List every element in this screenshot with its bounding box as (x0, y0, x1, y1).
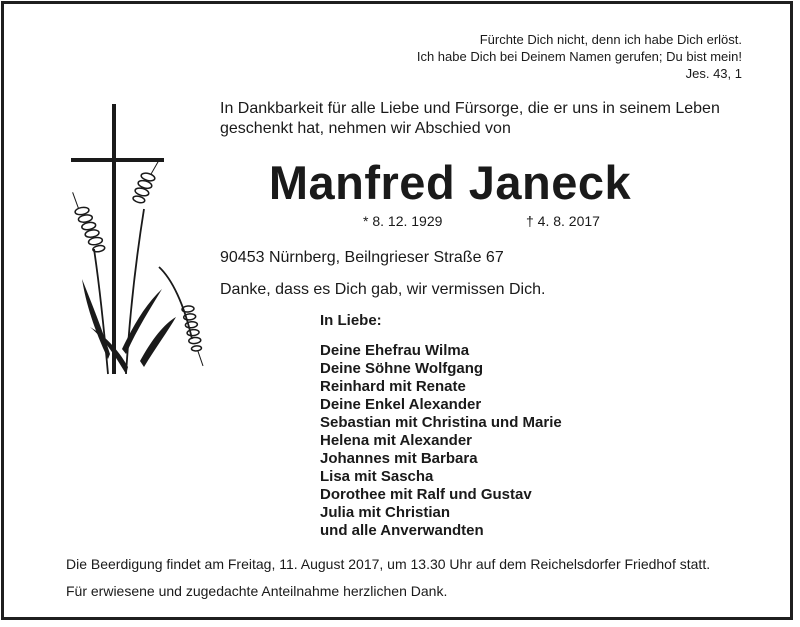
mourner-line: Lisa mit Sascha (320, 468, 434, 485)
quote-line: Fürchte Dich nicht, denn ich habe Dich erlöst. (479, 32, 742, 47)
mourner-line: Sebastian mit Christina und Marie (320, 414, 562, 431)
bible-quote (417, 31, 742, 82)
mourner-line: und alle Anverwandten (320, 522, 484, 539)
mourner-line: Johannes mit Barbara (320, 450, 478, 467)
obituary-card (1, 1, 793, 620)
closing-thanks: Für erwiesene und zugedachte Anteilnahme herzlichen Dank. (66, 583, 448, 599)
deceased-name: Manfred Janeck (268, 156, 632, 209)
mourner-line: Reinhard mit Renate (320, 378, 466, 395)
mourner-line: Deine Söhne Wolfgang (320, 360, 484, 377)
mourner-line: Deine Enkel Alexander (320, 396, 482, 413)
address: 90453 Nürnberg, Beilngrieser Straße 67 (220, 249, 504, 266)
cross-with-wheat-icon (64, 99, 214, 379)
mourner-line: Julia mit Christian (320, 504, 451, 521)
mourner-line: Helena mit Alexander (320, 432, 472, 449)
intro-line: geschenkt hat, nehmen wir Abschied von (220, 120, 511, 137)
mourners-heading: In Liebe: (320, 312, 382, 329)
quote-line: Ich habe Dich bei Deinem Namen gerufen; Du bist mein! (416, 49, 742, 64)
quote-reference: Jes. 43, 1 (685, 66, 742, 81)
death-date: † 4. 8. 2017 (526, 213, 600, 229)
mourners-list (320, 312, 562, 540)
mourner-line: Dorothee mit Ralf und Gustav (320, 486, 532, 503)
intro-text (220, 99, 760, 139)
thanks-line: Danke, dass es Dich gab, wir vermissen Dich. (220, 281, 546, 298)
mourner-line: Deine Ehefrau Wilma (320, 342, 470, 359)
birth-date: * 8. 12. 1929 (363, 213, 443, 229)
funeral-notice: Die Beerdigung findet am Freitag, 11. August 2017, um 13.30 Uhr auf dem Reichelsdorfer Friedhof statt. (66, 556, 711, 572)
intro-line: In Dankbarkeit für alle Liebe und Fürsorge, die er uns in seinem Leben (220, 100, 720, 117)
